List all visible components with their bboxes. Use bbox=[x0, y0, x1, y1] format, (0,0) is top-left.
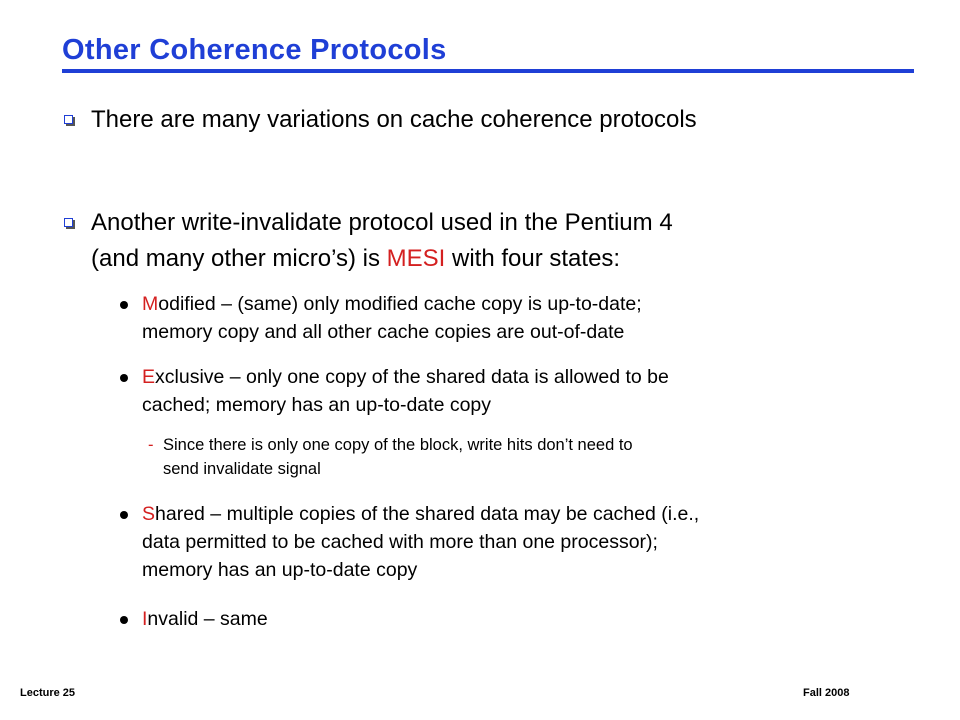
state-text bbox=[142, 500, 922, 584]
state-letter: E bbox=[142, 366, 156, 388]
bullet-text: There are many variations on cache coherence protocols bbox=[91, 106, 697, 133]
dot-bullet-icon bbox=[120, 374, 128, 382]
square-bullet-icon bbox=[64, 218, 73, 227]
text-span: with four states: bbox=[445, 245, 621, 272]
bullet-line: Another write-invalidate protocol used in the Pentium 4 bbox=[91, 209, 673, 236]
state-line bbox=[142, 500, 922, 528]
dot-bullet-icon bbox=[120, 616, 128, 624]
state-line: cached; memory has an up-to-date copy bbox=[142, 394, 492, 416]
footer-term: Fall 2008 bbox=[803, 687, 850, 699]
text-span: (and many other micro’s) is bbox=[91, 245, 387, 272]
text-span: nvalid – same bbox=[147, 608, 268, 630]
state-line bbox=[142, 605, 922, 633]
slide-title: Other Coherence Protocols bbox=[62, 34, 447, 66]
state-line: memory copy and all other cache copies are out-of-date bbox=[142, 321, 625, 343]
sub-bullet-line: send invalidate signal bbox=[163, 460, 321, 478]
title-underline bbox=[62, 69, 914, 73]
state-letter: I bbox=[142, 608, 148, 630]
dot-bullet-icon bbox=[120, 511, 128, 519]
state-letter: M bbox=[142, 293, 159, 315]
dash-bullet-icon: - bbox=[148, 436, 154, 454]
state-text bbox=[142, 363, 922, 419]
sub-bullet-line: Since there is only one copy of the block, write hits don’t need to bbox=[163, 436, 633, 454]
state-line bbox=[142, 363, 922, 391]
state-text bbox=[142, 605, 922, 633]
state-line: data permitted to be cached with more than one processor); bbox=[142, 531, 658, 553]
state-text bbox=[142, 290, 922, 346]
state-letter: S bbox=[142, 503, 156, 525]
state-line: memory has an up-to-date copy bbox=[142, 559, 418, 581]
dot-bullet-icon bbox=[120, 301, 128, 309]
mesi-highlight: MESI bbox=[386, 245, 446, 272]
text-span: hared – multiple copies of the shared data may be cached (i.e., bbox=[155, 503, 700, 525]
state-line bbox=[142, 290, 922, 318]
footer-lecture: Lecture 25 bbox=[20, 687, 76, 699]
text-span: xclusive – only one copy of the shared data is allowed to be bbox=[155, 366, 669, 388]
sub-bullet-text bbox=[163, 433, 903, 481]
text-span: odified – (same) only modified cache copy is up-to-date; bbox=[158, 293, 642, 315]
square-bullet-icon bbox=[64, 115, 73, 124]
bullet-line bbox=[91, 241, 921, 277]
bullet-text bbox=[91, 205, 921, 277]
